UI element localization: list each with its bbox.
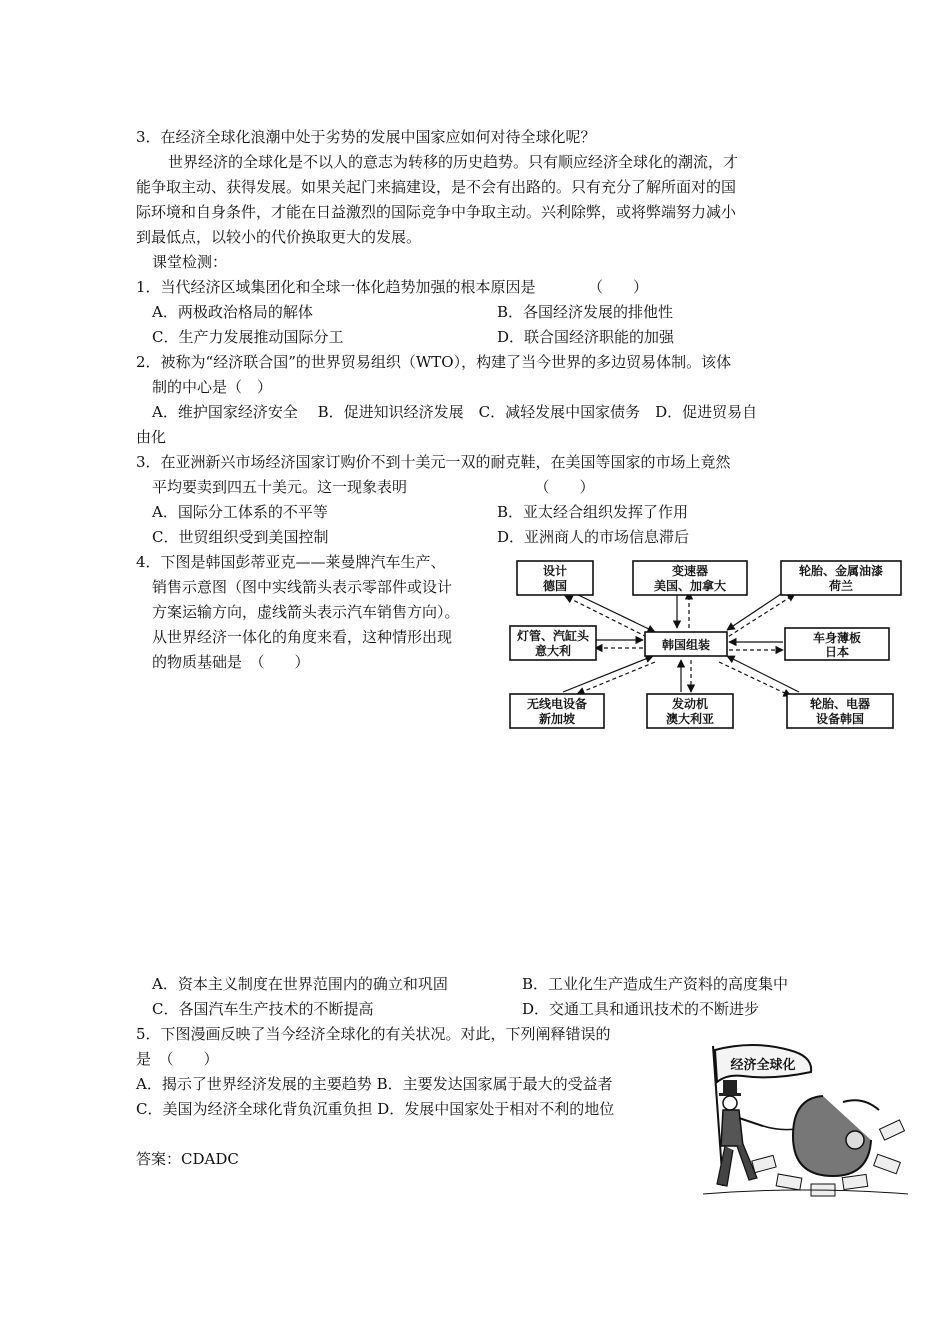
node-tire-metal	[781, 561, 901, 595]
q1-option-a: A．两极政治格局的解体	[152, 303, 313, 321]
q3-option-c: C．世贸组织受到美国控制	[152, 528, 329, 546]
node-tire-elec-line-1: 轮胎、电器	[809, 697, 871, 711]
node-design	[517, 561, 593, 595]
q4-stem-line-3: 方案运输方向，虚线箭头表示汽车销售方向）。	[152, 603, 460, 621]
node-gearbox-line-2: 美国、加拿大	[653, 579, 727, 593]
arrow-radio-supply	[563, 656, 653, 692]
node-tire-elec-line-2: 设备韩国	[815, 712, 865, 726]
q1-option-b: B．各国经济发展的排他性	[497, 303, 674, 321]
node-engine	[647, 694, 733, 728]
node-engine-line-2: 澳大利亚	[665, 712, 715, 726]
q2-stem-line-2: 制的中心是（ ）	[152, 378, 273, 396]
node-radio	[510, 694, 604, 728]
node-body-line-1: 车身薄板	[812, 631, 862, 645]
arrow-tire-elec-sales	[719, 662, 791, 696]
q4-option-d: D．交通工具和通讯技术的不断进步	[522, 1000, 760, 1018]
q4-option-a: A．资本主义制度在世界范围内的确立和巩固	[152, 975, 448, 993]
q4-stem-line-2: 销售示意图（图中实线箭头表示零部件或设计	[152, 578, 453, 596]
q2-stem-line-1: 2．被称为“经济联合国”的世界贸易组织（WTO），构建了当今世界的多边贸易体制。该体	[136, 353, 732, 371]
answer-line: 答案：CDADC	[136, 1150, 239, 1168]
node-lamp-line-1: 灯管、汽缸头	[516, 629, 590, 643]
cartoon-flag-text: 经济全球化	[730, 1058, 796, 1073]
node-tire-metal-line-2: 荷兰	[828, 579, 854, 593]
node-radio-line-2: 新加坡	[538, 712, 576, 726]
q3-stem-line-2: 平均要卖到四五十美元。这一现象表明 （ ）	[152, 478, 595, 496]
node-engine-line-1: 发动机	[671, 697, 709, 711]
node-center-korea	[645, 632, 727, 656]
q5-options-ab: A．揭示了世界经济发展的主要趋势 B．主要发达国家属于最大的受益者	[136, 1075, 613, 1093]
q4-option-b: B．工业化生产造成生产资料的高度集中	[522, 975, 789, 993]
node-body-line-2: 日本	[824, 645, 850, 659]
q1-option-c: C．生产力发展推动国际分工	[152, 328, 344, 346]
node-tire-metal-line-1: 轮胎、金属油漆	[798, 564, 884, 578]
node-lamp-line-2: 意大利	[534, 644, 572, 658]
q3-option-b: B．亚太经合组织发挥了作用	[497, 503, 689, 521]
q2-options-wrap: 由化	[136, 428, 167, 446]
node-body	[785, 628, 889, 660]
section3-para-line-1: 世界经济的全球化是不以人的意志为转移的历史趋势。只有顺应经济全球化的潮流，才	[168, 153, 739, 171]
q3-option-a: A．国际分工体系的不平等	[152, 503, 328, 521]
q4-stem-line-5: 的物质基础是 （ ）	[152, 653, 310, 671]
node-design-line-1: 设计	[542, 564, 568, 578]
arrow-tire-metal-supply	[727, 590, 787, 630]
arrow-tire-elec-supply	[727, 656, 799, 692]
arrow-radio-sales	[577, 662, 655, 694]
q5-options-cd: C．美国为经济全球化背负沉重负担 D．发展中国家处于相对不利的地位	[136, 1100, 615, 1118]
q1-option-d: D．联合国经济职能的加强	[497, 328, 675, 346]
node-lamp	[510, 626, 596, 660]
q5-stem-line-1: 5．下图漫画反映了当今经济全球化的有关状况。对此，下列阐释错误的	[136, 1025, 611, 1043]
section3-para-line-4: 到最低点，以较小的代价换取更大的发展。	[136, 228, 422, 246]
node-gearbox	[633, 561, 747, 595]
node-center-label: 韩国组装	[661, 638, 711, 652]
q2-options: A．维护国家经济安全 B．促进知识经济发展 C．减轻发展中国家债务 D．促进贸易自	[152, 403, 758, 421]
node-design-line-2: 德国	[542, 579, 568, 593]
node-tire-elec	[787, 694, 893, 728]
node-gearbox-line-1: 变速器	[671, 564, 709, 578]
section3-para-line-3: 际环境和自身条件，才能在日益激烈的国际竞争中争取主动。兴利除弊，或将弊端努力减小	[136, 203, 737, 221]
globalization-cartoon	[693, 1036, 915, 1204]
q4-stem-line-4: 从世界经济一体化的角度来看，这种情形出现	[152, 628, 453, 646]
q5-stem-line-2: 是 （ ）	[136, 1050, 219, 1068]
section3-para-line-2: 能争取主动、获得发展。如果关起门来搞建设，是不会有出路的。只有充分了解所面对的国	[136, 178, 737, 196]
section3-heading: 3．在经济全球化浪潮中处于劣势的发展中国家应如何对待全球化呢？	[136, 128, 596, 146]
q1-stem: 1．当代经济区域集团化和全球一体化趋势加强的根本原因是 （ ）	[136, 278, 649, 296]
production-diagram	[505, 556, 905, 734]
node-radio-line-1: 无线电设备	[526, 697, 588, 711]
q3-stem-line-1: 3．在亚洲新兴市场经济国家订购价不到十美元一双的耐克鞋，在美国等国家的市场上竟然	[136, 453, 731, 471]
q3-option-d: D．亚洲商人的市场信息滞后	[497, 528, 690, 546]
q4-stem-line-1: 4．下图是韩国彭蒂亚克——莱曼牌汽车生产、	[136, 553, 446, 571]
q4-option-c: C．各国汽车生产技术的不断提高	[152, 1000, 374, 1018]
classroom-test-heading: 课堂检测：	[152, 253, 228, 271]
